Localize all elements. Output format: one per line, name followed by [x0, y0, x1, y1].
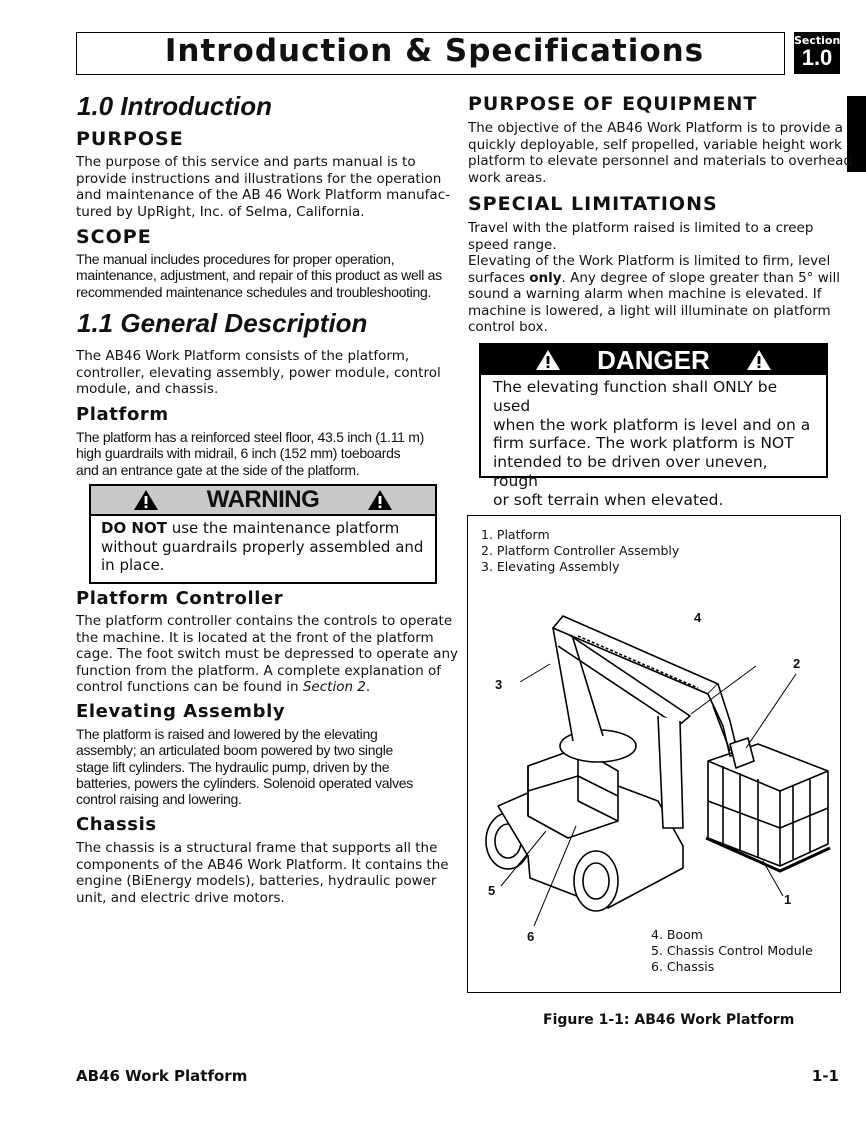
warning-triangle-icon	[367, 489, 393, 511]
callout-1: 1	[784, 892, 792, 907]
chassis-text: The chassis is a structural frame that supports all the components of the AB46 Work Platform. It contains the engine (BiEnergy models), batteries, hydraulic power unit, and electric drive motors.	[76, 840, 449, 906]
general-description-text: The AB46 Work Platform consists of the platform, controller, elevating assembly, power module, control module, and chassis.	[76, 348, 441, 397]
riser	[658, 716, 683, 828]
purpose-heading: PURPOSE	[76, 128, 184, 150]
danger-triangle-icon	[746, 349, 772, 371]
chassis-heading: Chassis	[76, 814, 157, 835]
page-title-box	[76, 32, 785, 75]
scope-heading: SCOPE	[76, 226, 152, 248]
intro-heading: 1.0 Introduction	[77, 91, 272, 121]
danger-text: The elevating function shall ONLY be used when the work platform is level and on a firm surface. The work platform is NOT intended to be driven over uneven, rough or soft terrain when elevated.	[493, 378, 811, 509]
warning-triangle-icon	[133, 489, 159, 511]
figure-legend-bottom: 4. Boom 5. Chassis Control Module 6. Chassis	[651, 927, 813, 974]
callout-2: 2	[793, 656, 801, 671]
footer-title: AB46 Work Platform	[76, 1067, 248, 1085]
callout-6: 6	[527, 929, 535, 944]
machine-illustration	[468, 516, 840, 992]
danger-word: DANGER	[597, 344, 710, 375]
figure-caption: Figure 1-1: AB46 Work Platform	[543, 1012, 795, 1028]
elevating-text: The platform is raised and lowered by the elevating assembly; an articulated boom powered by two single stage lift cylinders. The hydraulic pump, driven by the batteries, powers the cylinders. Solenoid operated valves control raising and lowering.	[76, 726, 413, 808]
section-reference: Section 2	[302, 679, 366, 695]
warning-box	[89, 484, 437, 584]
callout-5: 5	[488, 883, 496, 898]
controller-heading: Platform Controller	[76, 588, 284, 609]
elevating-heading: Elevating Assembly	[76, 701, 286, 722]
section-badge	[794, 32, 840, 74]
callout-3: 3	[495, 677, 503, 692]
scope-text: The manual includes procedures for proper operation, maintenance, adjustment, and repair of this product as well as recommended maintenance schedules and troubleshooting.	[76, 251, 442, 300]
warning-header	[91, 486, 435, 516]
special-limitations-text: Travel with the platform raised is limited to a creep speed range. Elevating of the Work Platform is limited to firm, level surfaces only. Any degree of slope greater than 5° will sound a warning alarm when machine is elevated. If machine is lowered, a light will illuminate on platform control box.	[468, 220, 841, 335]
figure-frame	[467, 515, 841, 993]
platform-heading: Platform	[76, 404, 169, 425]
wheel-front	[574, 851, 618, 911]
platform-text: The platform has a reinforced steel floor, 43.5 inch (1.11 m) high guardrails with midrail, 6 inch (152 mm) toeboards and an entrance gate at the side of the platform.	[76, 429, 424, 478]
purpose-of-equipment-heading: PURPOSE OF EQUIPMENT	[468, 93, 758, 115]
page-title: Introduction & Specifications	[164, 33, 705, 69]
section-number: 1.0	[801, 45, 833, 70]
general-description-heading: 1.1 General Description	[77, 308, 368, 338]
page-number: 1-1	[811, 1067, 839, 1085]
callout-4: 4	[694, 610, 702, 625]
warning-word: WARNING	[206, 486, 320, 513]
danger-triangle-icon	[535, 349, 561, 371]
danger-header	[481, 345, 826, 375]
platform-controller	[730, 738, 754, 768]
purpose-of-equipment-text: The objective of the AB46 Work Platform is to provide a quickly deployable, self propelled, variable height work platform to elevate personnel and materials to overhead work areas.	[468, 120, 852, 186]
warning-text: DO NOT use the maintenance platform without guardrails properly assembled and in place.	[101, 519, 424, 574]
purpose-text: The purpose of this service and parts manual is to provide instructions and illustrations for the operation and maintenance of the AB 46 Work Platform manufac- tured by UpRight, Inc. of Selma, California.	[76, 154, 450, 220]
figure-legend-top: 1. Platform 2. Platform Controller Assembly 3. Elevating Assembly	[481, 527, 680, 574]
section-label: Section	[794, 34, 841, 47]
danger-box	[479, 343, 828, 509]
controller-text: The platform controller contains the controls to operate the machine. It is located at the front of the platform cage. The foot switch must be depressed to operate any function from the platform. A complete explanation of control functions can be found in Section 2.	[76, 613, 459, 695]
special-limitations-heading: SPECIAL LIMITATIONS	[468, 193, 718, 215]
